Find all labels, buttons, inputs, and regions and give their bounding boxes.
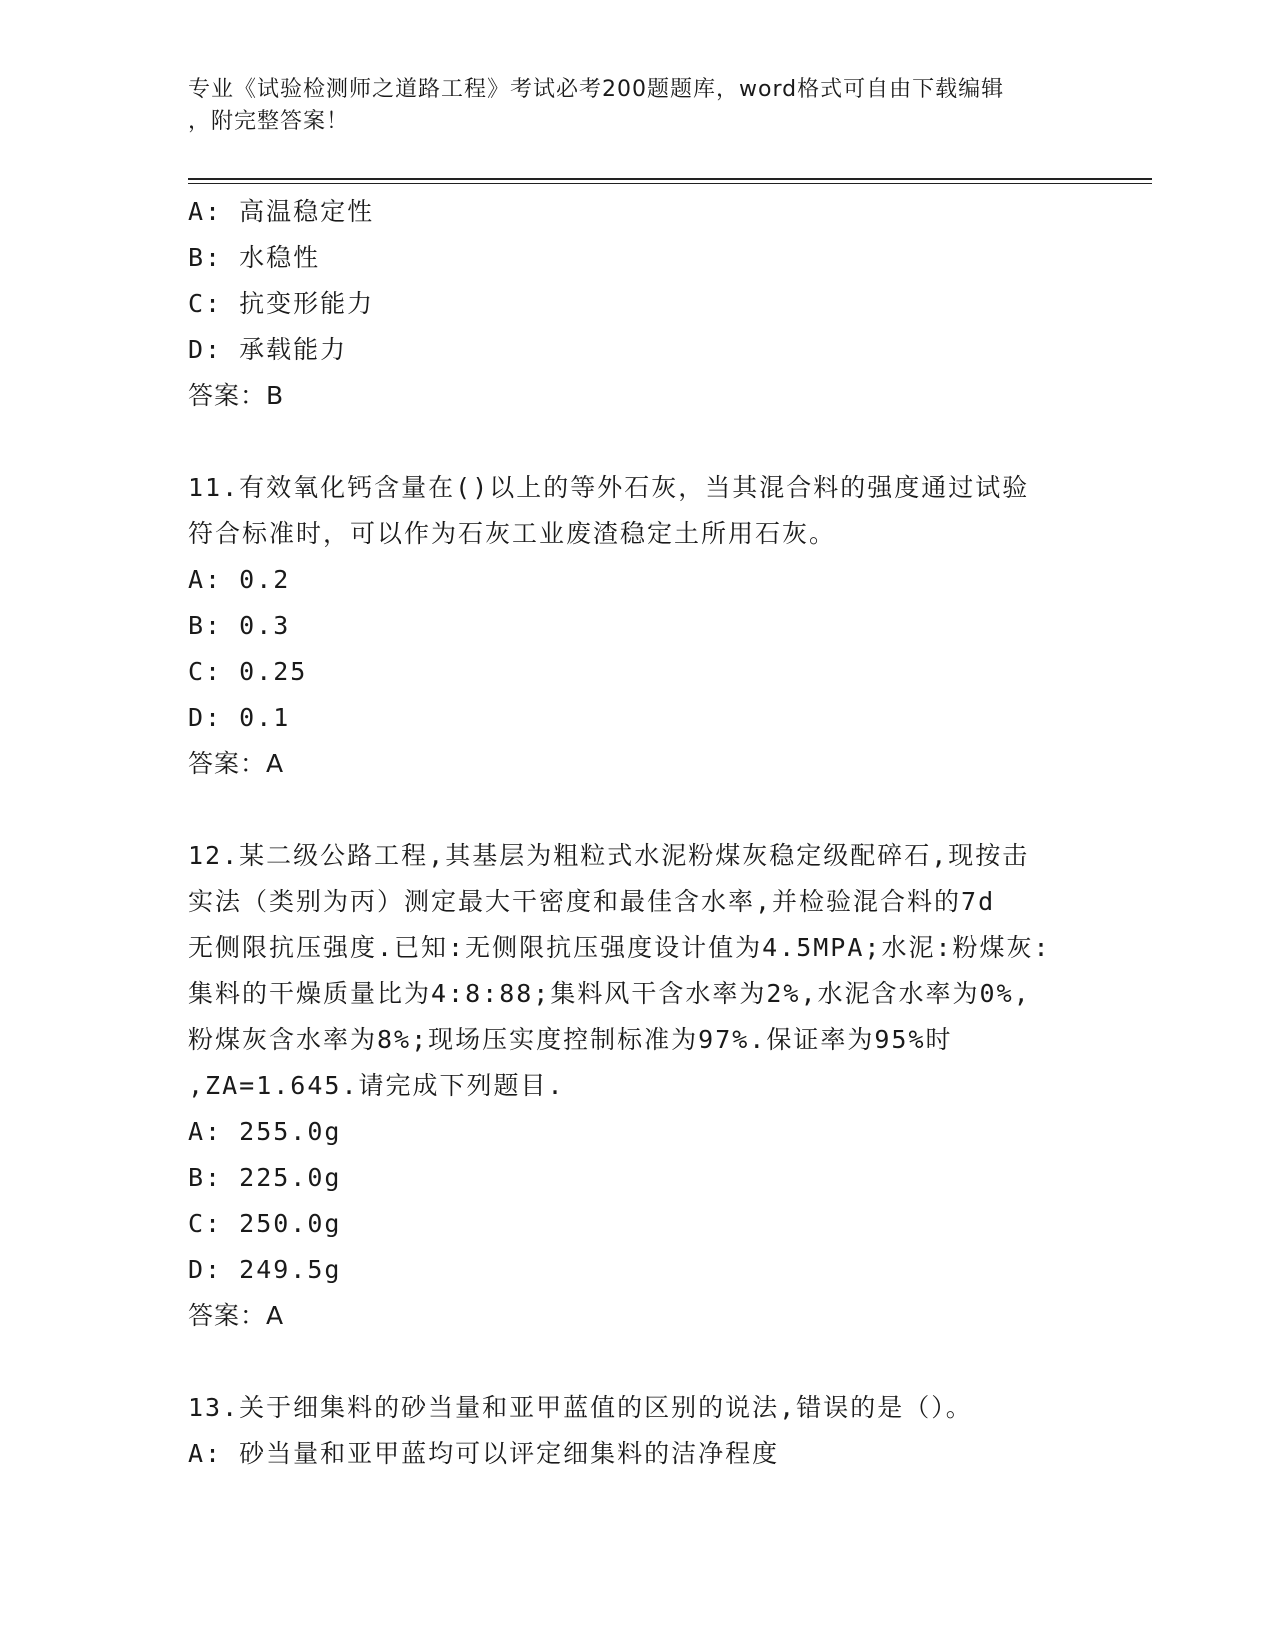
question-stem-line: 粉煤灰含水率为8%;现场压实度控制标准为97%.保证率为95%时 xyxy=(188,1025,953,1054)
question-stem-line: 13.关于细集料的砂当量和亚甲蓝值的区别的说法,错误的是（）。 xyxy=(188,1393,973,1422)
header-line-1: 专业《试验检测师之道路工程》考试必考200题题库，word格式可自由下载编辑 xyxy=(188,77,1005,102)
option-c: C: 0.25 xyxy=(188,657,308,686)
question-13 xyxy=(188,1385,1088,1477)
option-b: B: 225.0g xyxy=(188,1163,342,1192)
option-c: C: 抗变形能力 xyxy=(188,289,375,318)
option-b: B: 水稳性 xyxy=(188,243,321,272)
answer: 答案：B xyxy=(188,381,285,410)
option-a: A: 高温稳定性 xyxy=(188,197,375,226)
option-a: A: 0.2 xyxy=(188,565,291,594)
answer: 答案：A xyxy=(188,1301,285,1330)
option-b: B: 0.3 xyxy=(188,611,291,640)
question-list xyxy=(188,189,1088,1477)
question-stem-line: 11.有效氧化钙含量在()以上的等外石灰，当其混合料的强度通过试验 xyxy=(188,473,1030,502)
question-stem-line: 实法（类别为丙）测定最大干密度和最佳含水率,并检验混合料的7d xyxy=(188,887,996,916)
answer: 答案：A xyxy=(188,749,285,778)
document-header xyxy=(188,74,1088,138)
option-a: A: 砂当量和亚甲蓝均可以评定细集料的洁净程度 xyxy=(188,1439,780,1468)
question-stem-line: 12.某二级公路工程,其基层为粗粒式水泥粉煤灰稳定级配碎石,现按击 xyxy=(188,841,1030,870)
question-12 xyxy=(188,833,1088,1339)
header-divider-thin xyxy=(188,183,1152,184)
question-10 xyxy=(188,189,1088,419)
question-stem-line: ,ZA=1.645.请完成下列题目. xyxy=(188,1071,565,1100)
option-c: C: 250.0g xyxy=(188,1209,342,1238)
question-11 xyxy=(188,465,1088,787)
option-a: A: 255.0g xyxy=(188,1117,342,1146)
option-d: D: 249.5g xyxy=(188,1255,342,1284)
question-stem-line: 符合标准时，可以作为石灰工业废渣稳定土所用石灰。 xyxy=(188,519,837,548)
question-stem-line: 集料的干燥质量比为4:8:88;集料风干含水率为2%,水泥含水率为0%, xyxy=(188,979,1031,1008)
header-divider-thick xyxy=(188,178,1152,180)
option-d: D: 承载能力 xyxy=(188,335,348,364)
question-stem-line: 无侧限抗压强度.已知:无侧限抗压强度设计值为4.5MPA;水泥:粉煤灰: xyxy=(188,933,1051,962)
option-d: D: 0.1 xyxy=(188,703,291,732)
header-line-2: ，附完整答案！ xyxy=(188,109,350,134)
